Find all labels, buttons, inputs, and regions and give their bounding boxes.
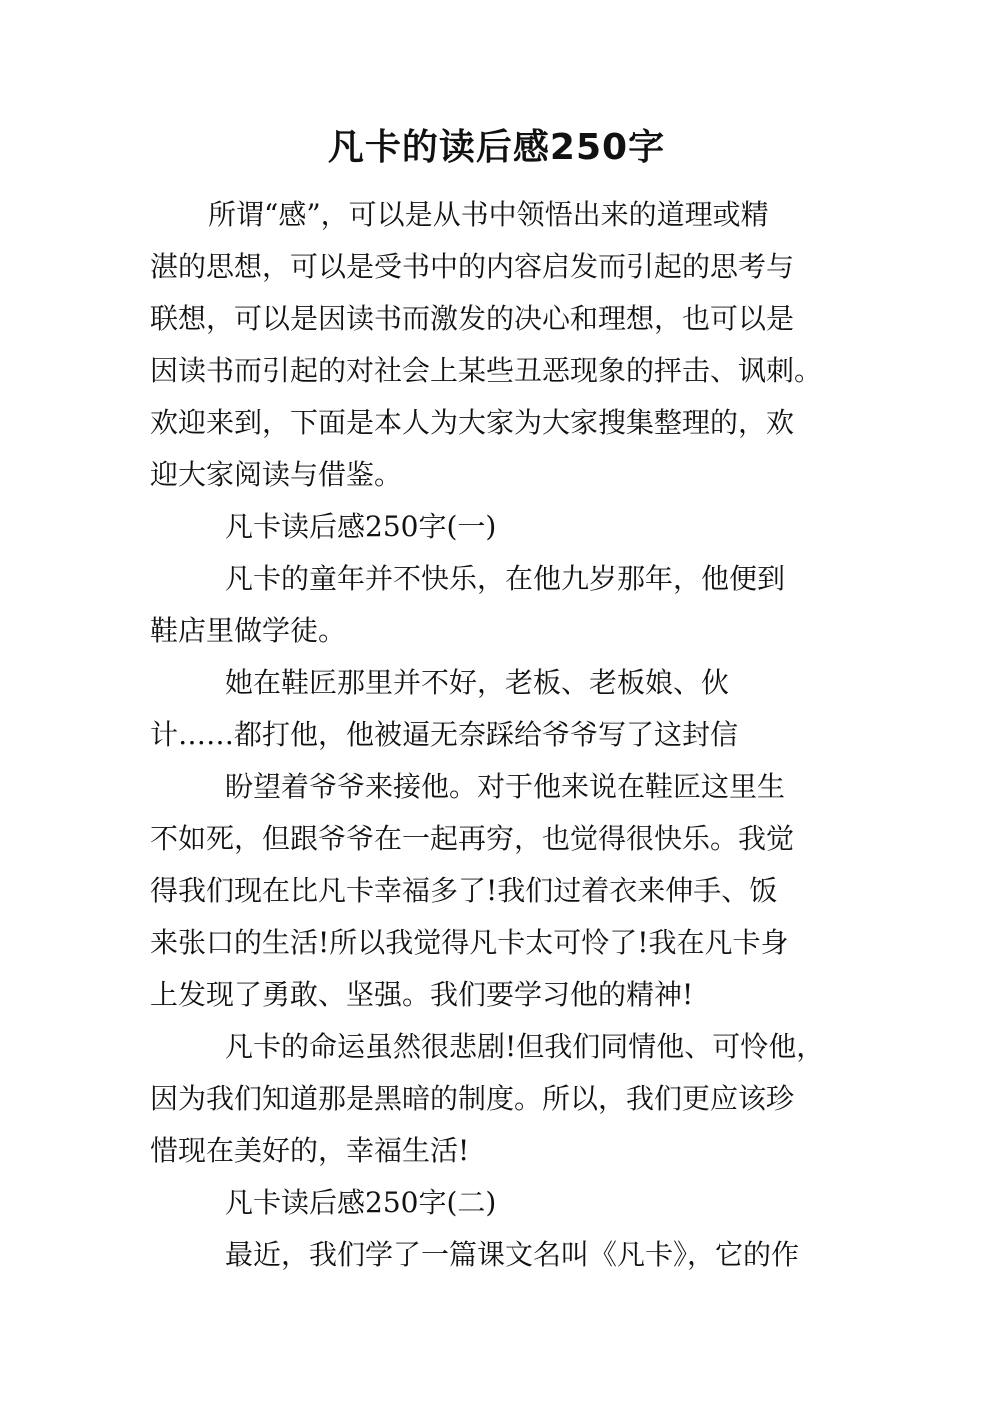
paragraph-line: 因为我们知道那是黑暗的制度。所以，我们更应该珍 — [150, 1082, 795, 1115]
section-heading: 凡卡读后感250字(一) — [225, 510, 497, 543]
paragraph-line: 鞋店里做学徒。 — [150, 614, 347, 647]
paragraph-line: 最近，我们学了一篇课文名叫《凡卡》，它的作 — [225, 1238, 800, 1271]
paragraph-line: 来张口的生活!所以我觉得凡卡太可怜了!我在凡卡身 — [150, 926, 789, 959]
paragraph-line: 因读书而引起的对社会上某些丑恶现象的抨击、讽刺。 — [150, 354, 823, 387]
paragraph-line: 盼望着爷爷来接他。对于他来说在鞋匠这里生 — [225, 770, 786, 803]
paragraph-line: 得我们现在比凡卡幸福多了!我们过着衣来伸手、饭 — [150, 874, 778, 907]
paragraph-line: 惜现在美好的，幸福生活! — [150, 1134, 470, 1167]
document-title: 凡卡的读后感250字 — [327, 127, 666, 168]
paragraph-line: 不如死，但跟爷爷在一起再穷，也觉得很快乐。我觉 — [150, 822, 795, 855]
paragraph-line: 联想，可以是因读书而激发的决心和理想，也可以是 — [150, 302, 795, 335]
paragraph-line: 所谓“感”，可以是从书中领悟出来的道理或精 — [208, 198, 769, 231]
paragraph-line: 计……都打他，他被逼无奈踩给爷爷写了这封信 — [150, 718, 739, 751]
paragraph-line: 她在鞋匠那里并不好，老板、老板娘、伙 — [225, 666, 730, 699]
paragraph-line: 湛的思想，可以是受书中的内容启发而引起的思考与 — [150, 250, 795, 283]
section-heading: 凡卡读后感250字(二) — [225, 1186, 497, 1219]
paragraph-line: 凡卡的童年并不快乐，在他九岁那年，他便到 — [225, 562, 786, 595]
paragraph-line: 上发现了勇敢、坚强。我们要学习他的精神! — [150, 978, 694, 1011]
paragraph-line: 欢迎来到，下面是本人为大家为大家搜集整理的，欢 — [150, 406, 795, 439]
paragraph-line: 迎大家阅读与借鉴。 — [150, 458, 403, 491]
paragraph-line: 凡卡的命运虽然很悲剧!但我们同情他、可怜他， — [225, 1030, 825, 1063]
